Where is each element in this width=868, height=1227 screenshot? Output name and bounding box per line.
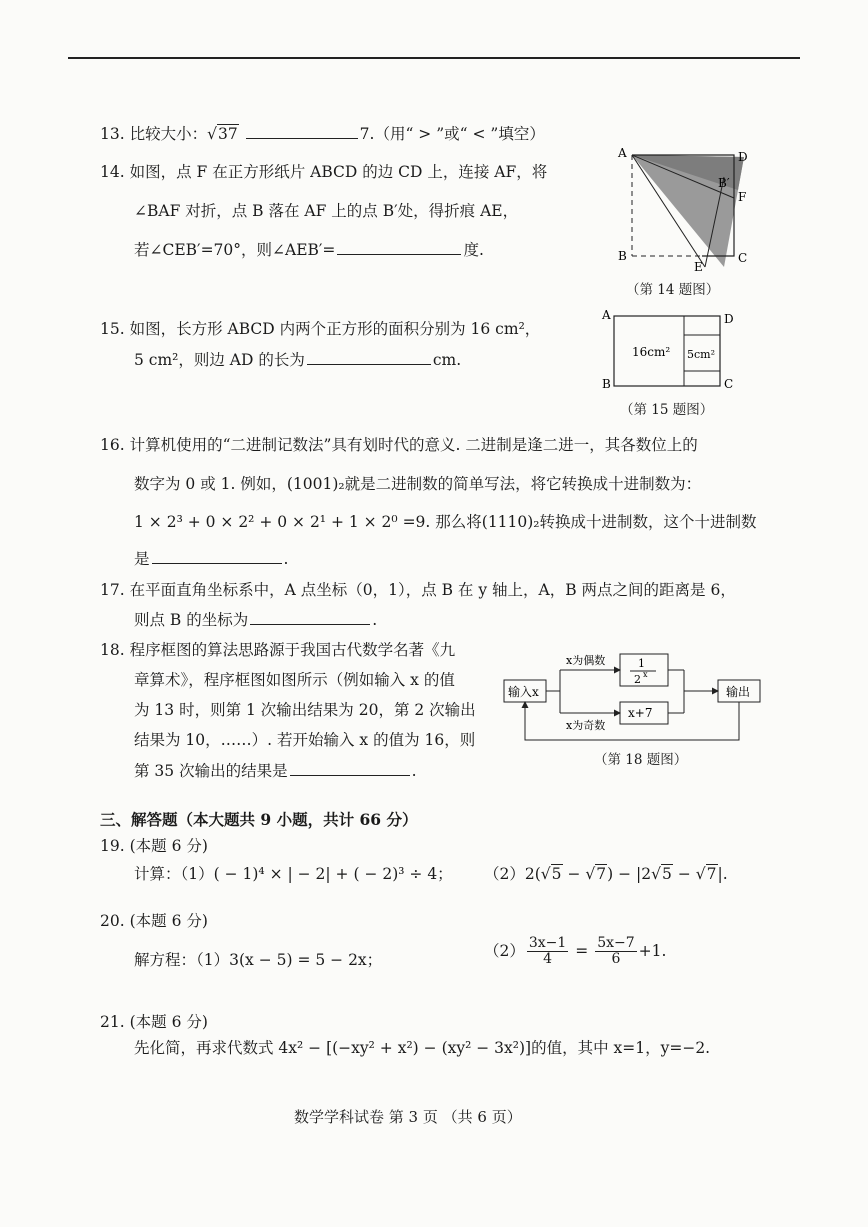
q19-expr2-start: （2）2( [484, 865, 541, 883]
q16-text-1: 计算机使用的“二进制记数法”具有划时代的意义. 二进制是逢二进一，其各数位上的 [129, 436, 698, 454]
label-a: A [602, 308, 611, 322]
q16-answer-blank[interactable] [152, 562, 282, 564]
q14-caption: （第 14 题图） [626, 282, 720, 298]
even-label: x为偶数 [566, 654, 606, 667]
q18-text-1: 程序框图的算法思路源于我国古代数学名著《九 [129, 641, 456, 659]
header-rule [68, 57, 800, 59]
q14-unit: 度. [463, 241, 484, 259]
q19-sqrt7-a: 7 [596, 865, 607, 883]
q19-sqrt5-a: 5 [551, 865, 562, 883]
q13-prefix: 比较大小： [129, 125, 208, 143]
output-label: 输出 [726, 685, 751, 699]
q21-score: (本题 6 分) [129, 1013, 208, 1031]
label-d: D [724, 312, 734, 326]
q18-number: 18. [100, 641, 125, 659]
label-d: D [738, 150, 748, 164]
q19-number: 19. [100, 837, 125, 855]
q14-figure [612, 143, 772, 273]
q15-number: 15. [100, 320, 125, 338]
q15-caption: （第 15 题图） [620, 402, 714, 418]
q13-number: 13. [100, 125, 125, 143]
question-16-line-4 [134, 547, 288, 569]
q20-prefix: 解方程： [134, 951, 197, 969]
label-16cm2: 16cm² [632, 345, 671, 359]
q16-number: 16. [100, 436, 125, 454]
question-20-header [100, 909, 208, 931]
question-13 [100, 122, 545, 144]
q19-minus-b: − [672, 865, 696, 883]
label-f: F [738, 190, 747, 204]
question-14-line-1 [100, 160, 547, 182]
label-5cm2: 5cm² [687, 348, 715, 361]
q18-text-3: 为 13 时，则第 1 次输出结果为 20，第 2 次输出 [134, 701, 476, 719]
q19-sqrt5-b: 5 [662, 865, 672, 883]
q20-part-1 [134, 948, 382, 970]
question-17-line-1 [100, 578, 736, 600]
question-14-line-3 [134, 238, 484, 260]
q16-text-4: 是 [134, 550, 150, 568]
label-a: A [618, 146, 627, 160]
q20-score: (本题 6 分) [129, 912, 208, 930]
q15-text-2: 5 cm²，则边 AD 的长为 [134, 351, 305, 369]
q13-instruction: 7.（用“ > ”或“ < ”填空） [359, 125, 545, 143]
q17-period: . [372, 611, 378, 629]
q15-unit: cm. [432, 351, 462, 369]
q20-plus-one: +1. [638, 941, 667, 960]
q19-part-2: （2）2(√5 − √7) − |2√5 − √7|. [484, 865, 728, 883]
odd-label: x为奇数 [566, 719, 606, 732]
half-denominator: 2 [634, 673, 641, 686]
label-b-prime: B′ [718, 176, 730, 190]
q20-number: 20. [100, 912, 125, 930]
q20-equals: = [575, 941, 589, 960]
q18-text-5: 第 35 次输出的结果是 [134, 762, 288, 780]
q17-answer-blank[interactable] [250, 623, 370, 625]
q14-number: 14. [100, 163, 125, 181]
q21-number: 21. [100, 1013, 125, 1031]
q16-text-3: 1 × 2³ + 0 × 2² + 0 × 2¹ + 1 × 2⁰ =9. 那么将(1110)₂转换成十进制数，这个十进制数 [134, 513, 757, 531]
q20-fraction-2: $\frac{5x-7}{6}$ [597, 935, 635, 968]
question-16-line-1 [100, 433, 698, 455]
sqrt-37: √37 [207, 125, 238, 143]
question-18-line-5 [134, 759, 417, 781]
q19-part-1 [134, 862, 453, 884]
label-b: B [602, 377, 611, 391]
q19-minus-a: − [562, 865, 586, 883]
half-exponent: x [643, 670, 648, 679]
q18-text-2: 章算术》，程序框图如图所示（例如输入 x 的值 [134, 671, 455, 689]
q15-answer-blank[interactable] [307, 363, 431, 365]
q18-answer-blank[interactable] [290, 774, 410, 776]
label-c: C [724, 377, 734, 391]
q20-fraction-1: $\frac{3x-1}{4}$ [528, 935, 567, 968]
question-18-line-1 [100, 638, 455, 660]
input-label: 输入x [508, 685, 539, 699]
label-e: E [694, 260, 703, 273]
question-21-header [100, 1010, 208, 1032]
q19-expr2-mid: ) − |2 [607, 865, 652, 883]
half-numerator: 1 [638, 657, 645, 670]
label-c: C [738, 251, 748, 265]
q14-text-2: ∠BAF 对折，点 B 落在 AF 上的点 B′处，得折痕 AE， [134, 202, 519, 220]
page-footer: 数学学科试卷 第 3 页 （共 6 页） [294, 1108, 522, 1126]
q19-expr2-end: |. [717, 865, 728, 883]
q18-text-4: 结果为 10，……）. 若开始输入 x 的值为 16，则 [134, 731, 476, 749]
question-19-header [100, 834, 208, 856]
q19-score: (本题 6 分) [129, 837, 208, 855]
label-b: B [618, 249, 627, 263]
q15-text-1: 如图，长方形 ABCD 内两个正方形的面积分别为 16 cm²， [129, 320, 541, 338]
q20-label-2: （2） [484, 941, 525, 960]
q17-number: 17. [100, 581, 125, 599]
q17-text-1: 在平面直角坐标系中，A 点坐标（0，1），点 B 在 y 轴上，A，B 两点之间的距离是 6， [129, 581, 736, 599]
q17-text-2: 则点 B 的坐标为 [134, 611, 249, 629]
section-3-title: 三、解答题（本大题共 9 小题，共计 66 分） [100, 810, 418, 829]
q13-answer-blank[interactable] [246, 137, 358, 139]
question-15-line-1 [100, 317, 540, 339]
q15-figure [598, 306, 748, 396]
q18-period: . [411, 762, 417, 780]
q14-text-1: 如图，点 F 在正方形纸片 ABCD 的边 CD 上，连接 AF，将 [129, 163, 548, 181]
q20-equation-1: （1）3(x − 5) = 5 − 2x； [196, 951, 383, 969]
question-15-line-2 [134, 348, 461, 370]
q19-prefix: 计算： [134, 865, 181, 883]
question-17-line-2 [134, 608, 377, 630]
q19-sqrt7-b: 7 [706, 865, 717, 883]
q20-part-2 [484, 936, 666, 968]
q18-flowchart [498, 644, 778, 744]
q21-text: 先化简，再求代数式 4x² − [(−xy² + x²) − (xy² − 3x²)]的值，其中 x=1，y=−2. [134, 1039, 711, 1057]
q14-answer-blank[interactable] [337, 253, 461, 255]
q19-expression-1: （1）( − 1)⁴ × | − 2| + ( − 2)³ ÷ 4； [180, 865, 453, 883]
q18-caption: （第 18 题图） [594, 752, 688, 768]
q16-text-2: 数字为 0 或 1. 例如，(1001)₂就是二进制数的简单写法，将它转换成十进制数为： [134, 475, 702, 493]
plus7-label: x+7 [628, 706, 653, 720]
q14-text-3: 若∠CEB′=70°，则∠AEB′= [134, 241, 336, 259]
q16-period: . [283, 550, 289, 568]
